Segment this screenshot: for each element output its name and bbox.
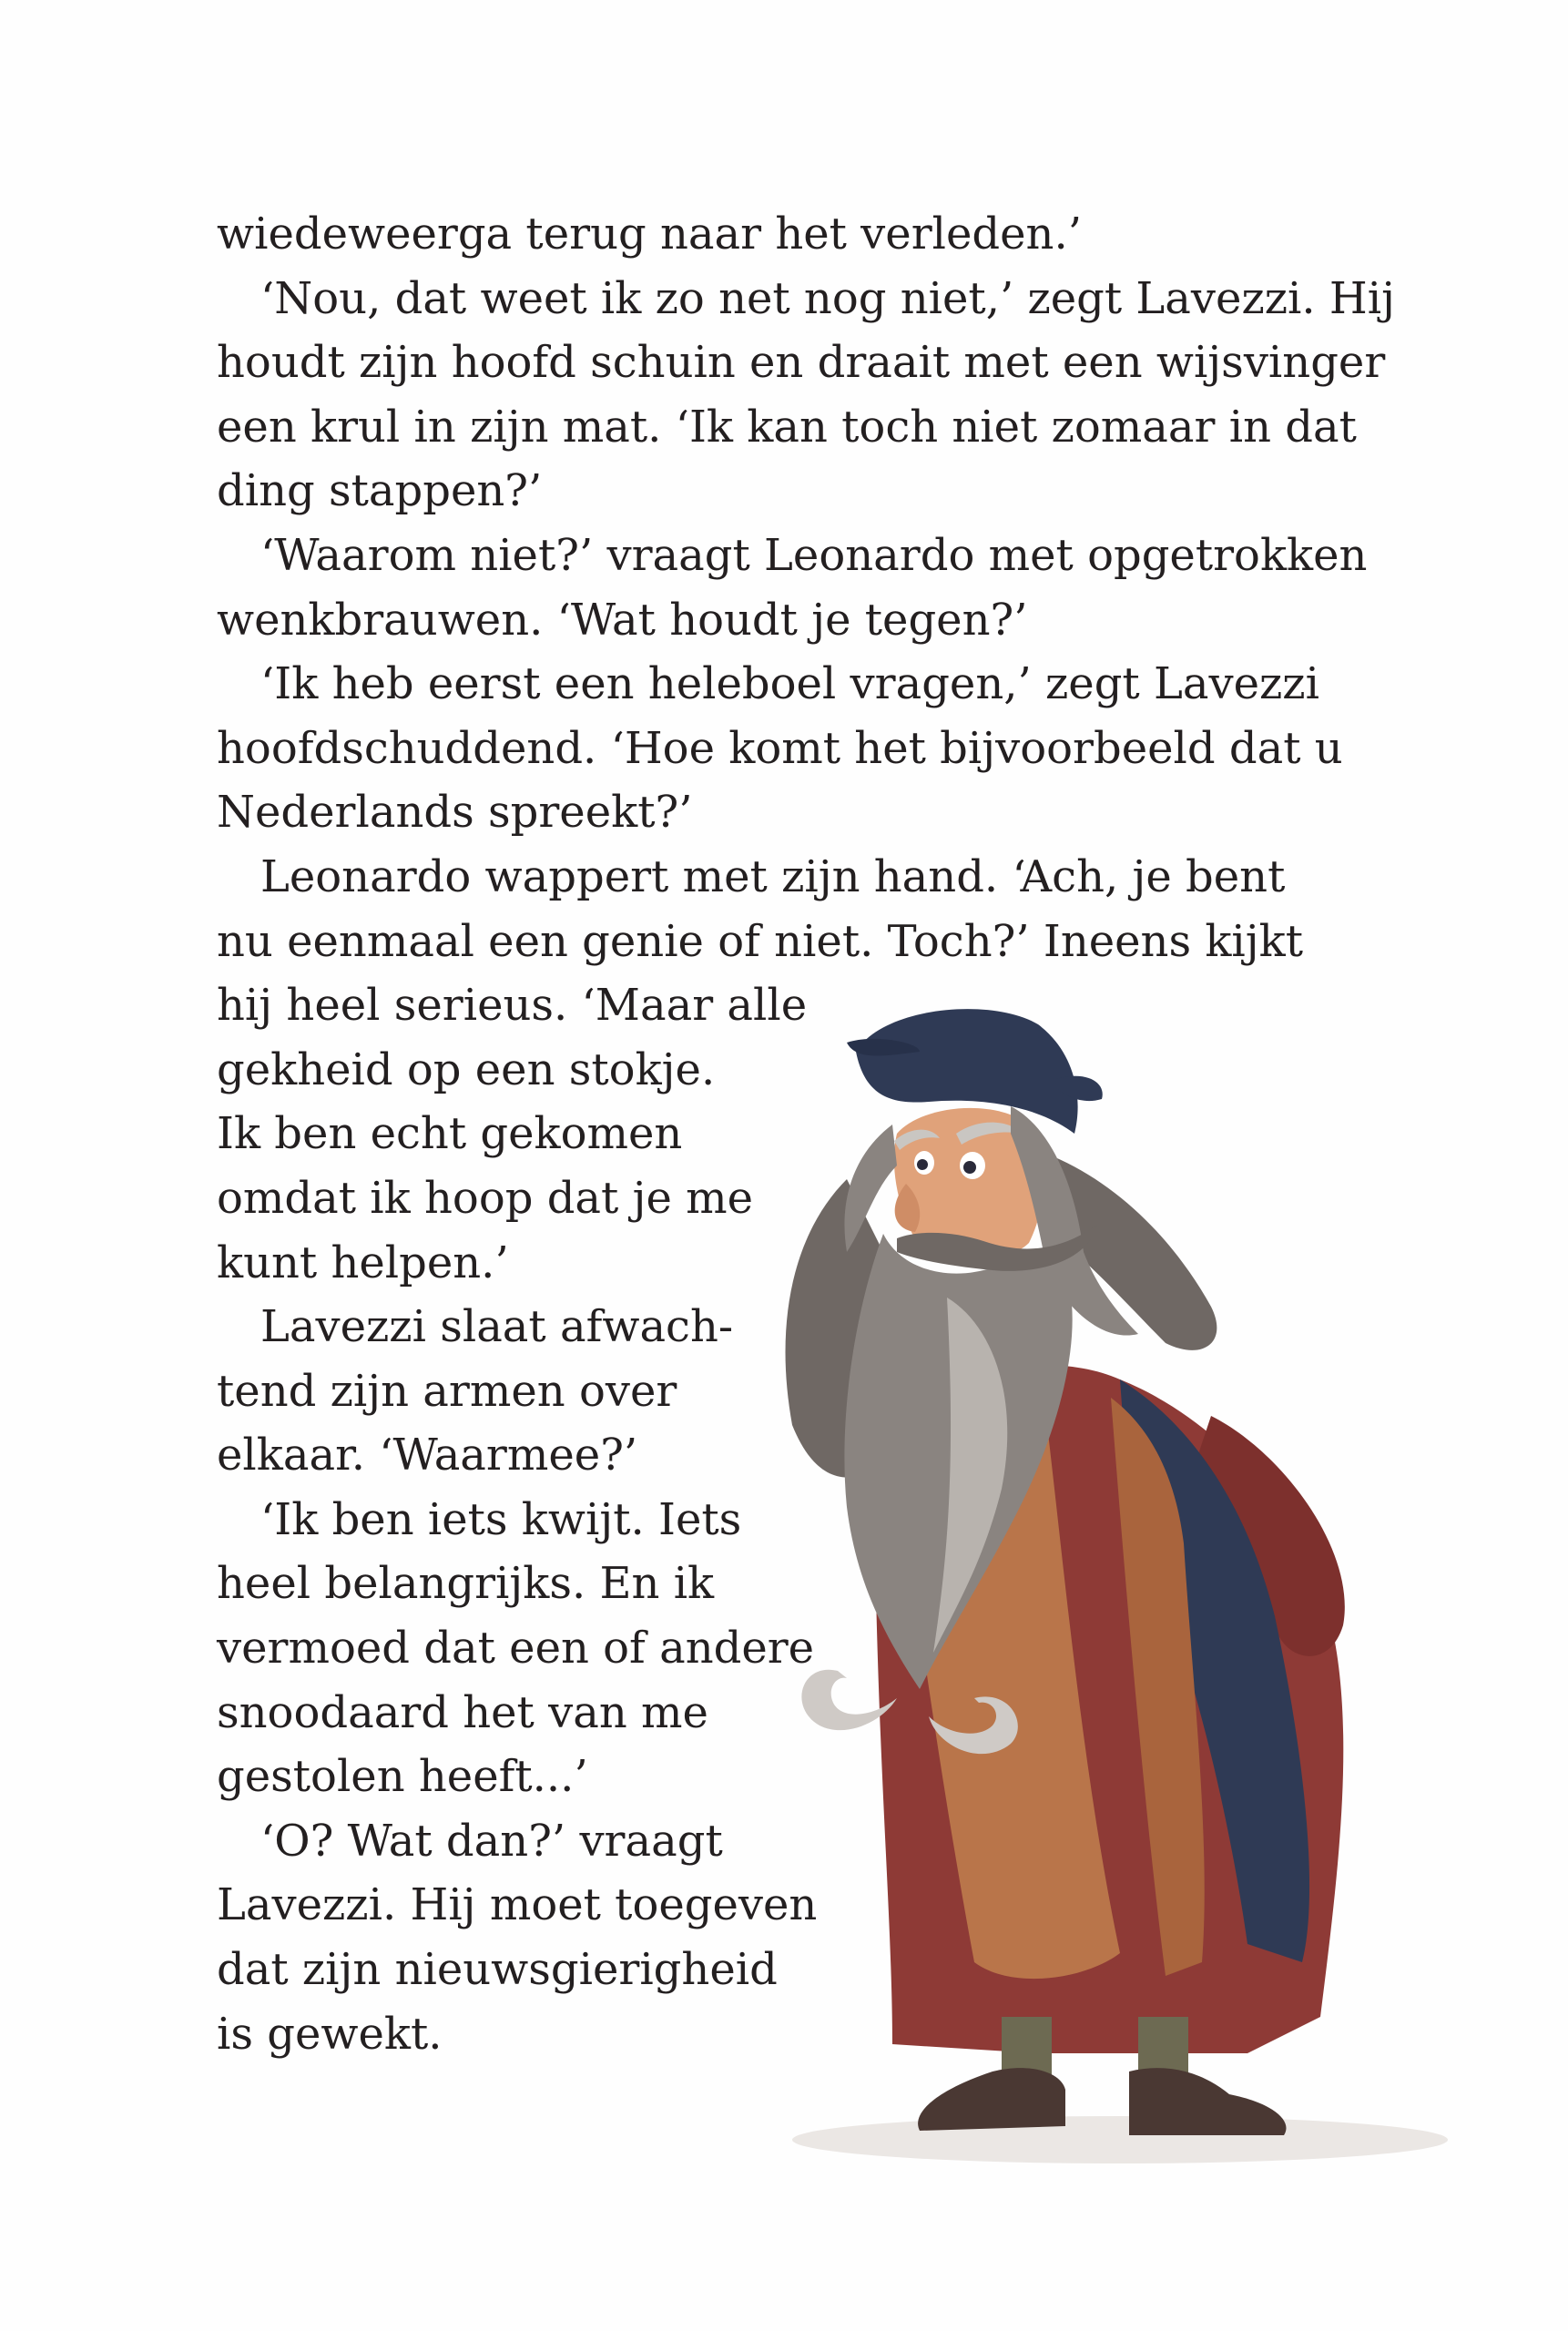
text-line: Leonardo wappert met zijn hand. ‘Ach, je bent xyxy=(217,850,1286,902)
text-line: ‘Waarom niet?’ vraagt Leonardo met opgetrokken xyxy=(217,529,1368,581)
right-boot xyxy=(1129,2068,1287,2135)
text-line: hoofdschuddend. ‘Hoe komt het bijvoorbeeld dat u xyxy=(217,722,1343,774)
text-line: nu eenmaal een genie of niet. Toch?’ Ineens kijkt xyxy=(217,915,1304,967)
text-line: gestolen heeft...’ xyxy=(217,1751,588,1803)
text-line: ‘Ik ben iets kwijt. Iets xyxy=(217,1493,742,1545)
text-line: vermoed dat een of andere xyxy=(217,1623,815,1674)
text-line: hij heel serieus. ‘Maar alle xyxy=(217,980,808,1032)
ground-shadow xyxy=(792,2116,1448,2163)
text-line: ‘O? Wat dan?’ vraagt xyxy=(217,1815,723,1867)
text-line: ding stappen?’ xyxy=(217,465,543,517)
pupil-left xyxy=(917,1159,928,1170)
text-line: houdt zijn hoofd schuin en draait met een wijsvinger xyxy=(217,337,1386,389)
text-line: Lavezzi slaat afwach- xyxy=(217,1301,734,1353)
text-line: ‘Ik heb eerst een heleboel vragen,’ zegt Lavezzi xyxy=(217,658,1319,710)
text-line: Lavezzi. Hij moet toegeven xyxy=(217,1879,818,1931)
text-line: een krul in zijn mat. ‘Ik kan toch niet zomaar in dat xyxy=(217,401,1357,453)
text-line: heel belangrijks. En ik xyxy=(217,1558,715,1610)
text-line: gekheid op een stokje. xyxy=(217,1043,716,1095)
text-line: omdat ik hoop dat je me xyxy=(217,1172,754,1224)
text-line: ‘Nou, dat weet ik zo net nog niet,’ zegt Lavezzi. Hij xyxy=(217,272,1395,324)
text-line: is gewekt. xyxy=(217,2008,443,2060)
leonardo-illustration xyxy=(738,997,1471,2181)
text-line: elkaar. ‘Waarmee?’ xyxy=(217,1430,638,1481)
text-line: snoodaard het van me xyxy=(217,1686,708,1738)
text-line: Nederlands spreekt?’ xyxy=(217,787,693,839)
pupil-right xyxy=(963,1161,976,1174)
text-line: dat zijn nieuwsgierigheid xyxy=(217,1944,778,1996)
text-line: wiedeweerga terug naar het verleden.’ xyxy=(217,209,1082,260)
text-line: Ik ben echt gekomen xyxy=(217,1108,683,1160)
text-line: wenkbrauwen. ‘Wat houdt je tegen?’ xyxy=(217,594,1028,646)
text-line: tend zijn armen over xyxy=(217,1365,677,1417)
left-boot xyxy=(918,2068,1065,2131)
text-line: kunt helpen.’ xyxy=(217,1237,509,1288)
